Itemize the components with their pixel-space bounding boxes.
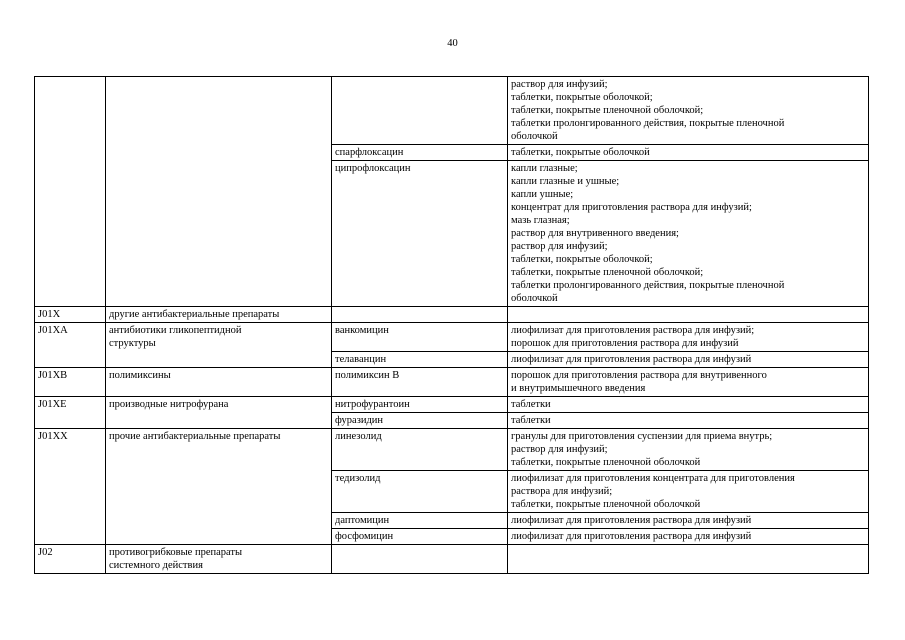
dosage-form-line: порошок для приготовления раствора для инфузий — [511, 338, 739, 349]
page-number: 40 — [447, 38, 458, 49]
atc-code-cell — [35, 307, 106, 323]
atc-code-cell — [35, 545, 106, 574]
dosage-form-line: лиофилизат для приготовления раствора для инфузий — [511, 531, 752, 542]
dosage-form-line: лиофилизат для приготовления раствора для инфузий — [511, 515, 752, 526]
atc-code-cell — [35, 397, 106, 429]
dosage-forms-cell — [508, 429, 869, 471]
dosage-forms-cell — [508, 368, 869, 397]
dosage-form-line: лиофилизат для приготовления раствора для инфузий — [511, 354, 752, 365]
dosage-form-line: капли глазные и ушные; — [511, 176, 620, 187]
drug-name-cell — [332, 413, 508, 429]
table-row — [35, 77, 869, 145]
dosage-form-line: концентрат для приготовления раствора для инфузий; — [511, 202, 752, 213]
drug-name-cell — [332, 513, 508, 529]
dosage-forms-cell — [508, 513, 869, 529]
dosage-forms-cell — [508, 529, 869, 545]
dosage-forms-cell — [508, 307, 869, 323]
group-name-cell — [106, 429, 332, 545]
dosage-form-line: таблетки, покрытые пленочной оболочкой; — [511, 105, 704, 116]
dosage-form-line: таблетки пролонгированного действия, покрытые пленочной — [511, 280, 785, 291]
drug-name: нитрофурантоин — [335, 399, 410, 410]
atc-code-cell — [35, 323, 106, 368]
dosage-form-line: порошок для приготовления раствора для внутривенного — [511, 370, 767, 381]
drug-name: линезолид — [335, 431, 382, 442]
group-name-line: структуры — [109, 338, 156, 349]
dosage-form-line: таблетки — [511, 399, 551, 410]
dosage-form-line: мазь глазная; — [511, 215, 570, 226]
drug-name-cell — [332, 545, 508, 574]
drug-name: даптомицин — [335, 515, 390, 526]
group-name-cell — [106, 307, 332, 323]
dosage-forms-cell — [508, 145, 869, 161]
dosage-form-line: таблетки, покрытые пленочной оболочкой; — [511, 267, 704, 278]
dosage-forms-cell — [508, 77, 869, 145]
group-name-cell — [106, 323, 332, 368]
drug-name: фосфомицин — [335, 531, 394, 542]
table-body — [35, 77, 869, 574]
table-row — [35, 323, 869, 352]
dosage-form-line: оболочкой — [511, 293, 558, 304]
group-name-cell — [106, 77, 332, 307]
drug-name-cell — [332, 429, 508, 471]
table-row — [35, 545, 869, 574]
drug-name: ванкомицин — [335, 325, 389, 336]
group-name-line: прочие антибактериальные препараты — [109, 431, 281, 442]
atc-code: J02 — [38, 547, 53, 558]
dosage-forms-cell — [508, 545, 869, 574]
group-name-cell — [106, 368, 332, 397]
dosage-forms-cell — [508, 323, 869, 352]
dosage-form-line: капли ушные; — [511, 189, 574, 200]
dosage-form-line: раствор для инфузий; — [511, 241, 608, 252]
atc-code: J01XB — [38, 370, 68, 381]
group-name-line: другие антибактериальные препараты — [109, 309, 280, 320]
group-name-cell — [106, 545, 332, 574]
dosage-form-line: таблетки, покрытые оболочкой; — [511, 92, 653, 103]
dosage-form-line: таблетки пролонгированного действия, покрытые пленочной — [511, 118, 785, 129]
dosage-form-line: оболочкой — [511, 131, 558, 142]
atc-code: J01XX — [38, 431, 68, 442]
atc-code-cell — [35, 77, 106, 307]
drug-name-cell — [332, 368, 508, 397]
atc-code-cell — [35, 429, 106, 545]
drug-name: тедизолид — [335, 473, 381, 484]
drug-name-cell — [332, 161, 508, 307]
dosage-forms-cell — [508, 397, 869, 413]
drug-name: фуразидин — [335, 415, 384, 426]
dosage-form-line: таблетки — [511, 415, 551, 426]
drug-name-cell — [332, 352, 508, 368]
atc-code: J01XA — [38, 325, 68, 336]
dosage-form-line: капли глазные; — [511, 163, 578, 174]
dosage-form-line: лиофилизат для приготовления концентрата для приготовления — [511, 473, 795, 484]
drug-name-cell — [332, 529, 508, 545]
table-row — [35, 307, 869, 323]
drug-name-cell — [332, 77, 508, 145]
drug-name: спарфлоксацин — [335, 147, 404, 158]
drug-name-cell — [332, 397, 508, 413]
dosage-forms-cell — [508, 471, 869, 513]
dosage-forms-cell — [508, 413, 869, 429]
dosage-form-line: таблетки, покрытые пленочной оболочкой — [511, 499, 701, 510]
group-name-line: противогрибковые препараты — [109, 547, 243, 558]
atc-code: J01X — [38, 309, 61, 320]
dosage-form-line: и внутримышечного введения — [511, 383, 646, 394]
dosage-form-line: лиофилизат для приготовления раствора для инфузий; — [511, 325, 755, 336]
atc-code: J01XE — [38, 399, 67, 410]
dosage-form-line: раствор для внутривенного введения; — [511, 228, 679, 239]
drug-name-cell — [332, 145, 508, 161]
dosage-forms-cell — [508, 161, 869, 307]
dosage-form-line: раствора для инфузий; — [511, 486, 613, 497]
group-name-line: полимиксины — [109, 370, 171, 381]
dosage-form-line: таблетки, покрытые оболочкой; — [511, 254, 653, 265]
dosage-form-line: раствор для инфузий; — [511, 79, 608, 90]
dosage-forms-cell — [508, 352, 869, 368]
group-name-line: производные нитрофурана — [109, 399, 229, 410]
group-name-cell — [106, 397, 332, 429]
drug-table — [34, 76, 869, 574]
dosage-form-line: таблетки, покрытые пленочной оболочкой — [511, 457, 701, 468]
dosage-form-line: таблетки, покрытые оболочкой — [511, 147, 650, 158]
drug-name: ципрофлоксацин — [335, 163, 411, 174]
table-row — [35, 368, 869, 397]
drug-name-cell — [332, 323, 508, 352]
dosage-form-line: гранулы для приготовления суспензии для приема внутрь; — [511, 431, 773, 442]
group-name-line: антибиотики гликопептидной — [109, 325, 242, 336]
table-row — [35, 429, 869, 471]
drug-name-cell — [332, 471, 508, 513]
dosage-form-line: раствор для инфузий; — [511, 444, 608, 455]
atc-code-cell — [35, 368, 106, 397]
table-row — [35, 397, 869, 413]
drug-name: полимиксин В — [335, 370, 400, 381]
drug-name: телаванцин — [335, 354, 387, 365]
drug-name-cell — [332, 307, 508, 323]
group-name-line: системного действия — [109, 560, 203, 571]
